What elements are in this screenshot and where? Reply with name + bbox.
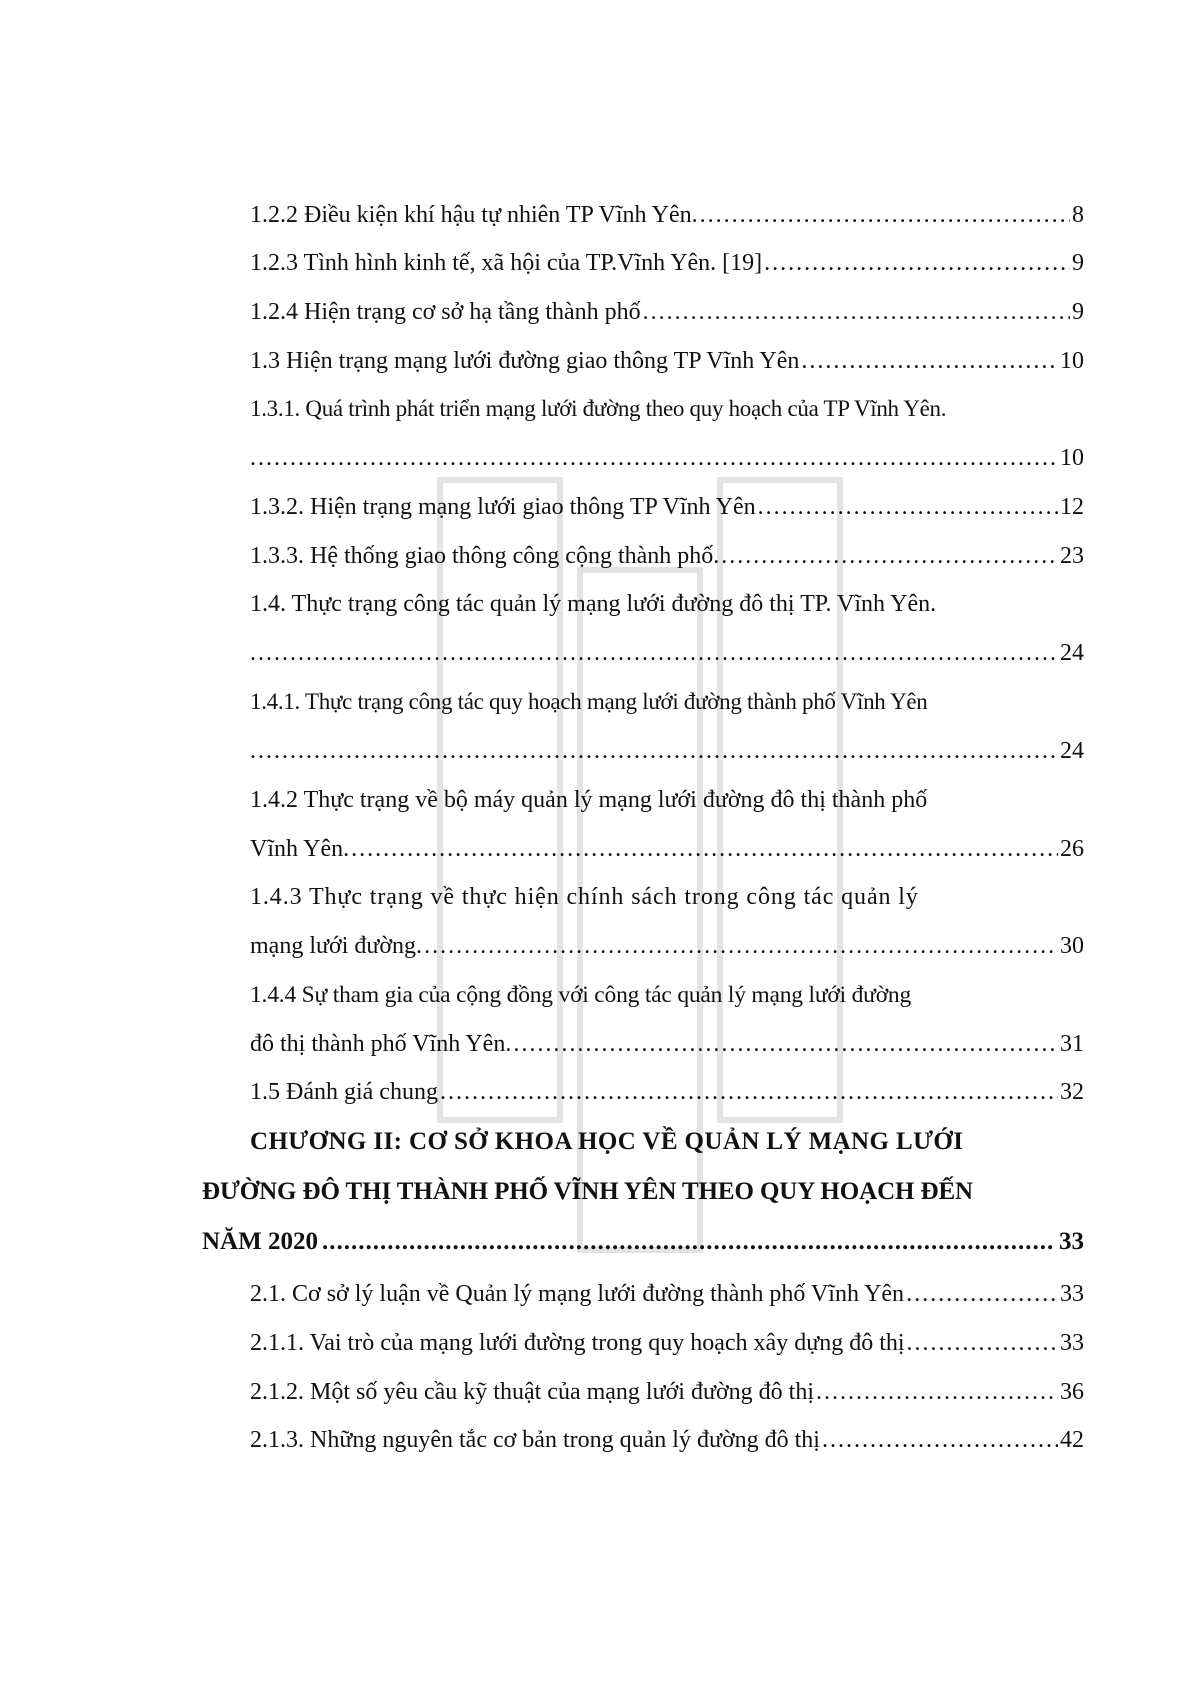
dot-leader xyxy=(721,538,1058,574)
toc-entry-label: 1.3.3. Hệ thống giao thông công cộng thành phố. xyxy=(250,543,720,569)
toc-entry-page: 26 xyxy=(1060,836,1084,862)
toc-entry[interactable] xyxy=(250,197,1084,233)
toc-entry-label: 1.4.2 Thực trạng về bộ máy quản lý mạng lưới đường đô thị thành phố xyxy=(250,787,928,813)
toc-entry[interactable] xyxy=(250,1276,1084,1312)
toc-entry-label: 1.4.1. Thực trạng công tác quy hoạch mạng lưới đường thành phố Vĩnh Yên xyxy=(250,689,928,714)
toc-entry-page: 23 xyxy=(1060,543,1084,569)
toc-entry-page: 36 xyxy=(1060,1379,1084,1405)
dot-leader xyxy=(643,294,1070,330)
toc-entry-page: 30 xyxy=(1060,933,1084,959)
toc-entry-continuation[interactable] xyxy=(250,635,1084,671)
toc-entry-label: 1.3 Hiện trạng mạng lưới đường giao thông TP Vĩnh Yên xyxy=(250,348,800,374)
dot-leader xyxy=(322,1224,1055,1260)
toc-entry-label: Vĩnh Yên. xyxy=(250,836,350,862)
toc-entry-continuation[interactable] xyxy=(250,1026,1084,1062)
toc-entry[interactable] xyxy=(250,245,1084,281)
toc-entry-label: 2.1.2. Một số yêu cầu kỹ thuật của mạng lưới đường đô thị xyxy=(250,1379,814,1405)
toc-entry-page: 31 xyxy=(1060,1031,1084,1057)
dot-leader xyxy=(513,1026,1058,1062)
toc-entry-label: 1.4. Thực trạng công tác quản lý mạng lưới đường đô thị TP. Vĩnh Yên. xyxy=(250,591,937,617)
toc-entry-label: 1.3.1. Quá trình phát triển mạng lưới đường theo quy hoạch của TP Vĩnh Yên. xyxy=(250,396,947,421)
dot-leader xyxy=(822,1422,1058,1458)
toc-entry[interactable] xyxy=(250,586,1084,622)
chapter-heading-line3[interactable] xyxy=(202,1224,1084,1260)
toc-entry[interactable] xyxy=(250,977,1084,1013)
chapter-heading-label: NĂM 2020 xyxy=(202,1228,318,1255)
toc-entry[interactable] xyxy=(250,538,1084,574)
toc-entry-label: 1.4.4 Sự tham gia của cộng đồng với công tác quản lý mạng lưới đường xyxy=(250,982,912,1008)
toc-entry-continuation[interactable] xyxy=(250,440,1084,476)
toc-entry-page: 33 xyxy=(1060,1330,1084,1356)
toc-entry[interactable] xyxy=(250,684,1084,720)
chapter-heading-line2[interactable]: ĐƯỜNG ĐÔ THỊ THÀNH PHỐ VĨNH YÊN THEO QUY HOẠCH ĐẾN xyxy=(202,1178,974,1205)
toc-entry-page: 9 xyxy=(1072,299,1084,325)
dot-leader xyxy=(700,197,1070,233)
toc-entry-page: 42 xyxy=(1060,1427,1084,1453)
toc-entry[interactable] xyxy=(250,879,1084,915)
toc-entry-page: 24 xyxy=(1060,640,1084,666)
toc-entry-continuation[interactable] xyxy=(250,733,1084,769)
toc-entry-page: 32 xyxy=(1060,1079,1084,1105)
toc-entry-page: 9 xyxy=(1072,250,1084,276)
dot-leader xyxy=(907,1325,1058,1361)
toc-entry-label: 1.2.4 Hiện trạng cơ sở hạ tầng thành phố xyxy=(250,299,641,325)
dot-leader xyxy=(250,440,1058,476)
dot-leader xyxy=(764,245,1070,281)
dot-leader xyxy=(758,489,1058,525)
toc-entry-label: 1.2.2 Điều kiện khí hậu tự nhiên TP Vĩnh Yên. xyxy=(250,202,698,228)
toc-entry[interactable] xyxy=(250,1325,1084,1361)
toc-entry-page: 10 xyxy=(1060,348,1084,374)
dot-leader xyxy=(440,1074,1058,1110)
toc-entry-page: 12 xyxy=(1060,494,1084,520)
toc-entry[interactable] xyxy=(250,294,1084,330)
toc-entry-continuation[interactable] xyxy=(250,928,1084,964)
chapter-heading-line1[interactable]: CHƯƠNG II: CƠ SỞ KHOA HỌC VỀ QUẢN LÝ MẠNG LƯỚI xyxy=(250,1128,964,1155)
toc-entry-page: 24 xyxy=(1060,738,1084,764)
dot-leader xyxy=(906,1276,1058,1312)
toc-entry[interactable] xyxy=(250,1074,1084,1110)
dot-leader xyxy=(816,1374,1058,1410)
dot-leader xyxy=(801,343,1058,379)
toc-entry[interactable] xyxy=(250,782,1084,818)
toc-entry[interactable] xyxy=(250,1422,1084,1458)
dot-leader xyxy=(351,831,1058,867)
chapter-heading-page: 33 xyxy=(1059,1228,1084,1255)
toc-entry[interactable] xyxy=(250,1374,1084,1410)
toc-entry-label: 2.1.3. Những nguyên tắc cơ bản trong quản lý đường đô thị xyxy=(250,1427,820,1453)
toc-entry-continuation[interactable] xyxy=(250,831,1084,867)
toc-entry[interactable] xyxy=(250,343,1084,379)
toc-entry-page: 10 xyxy=(1060,445,1084,471)
dot-leader xyxy=(250,733,1058,769)
toc-entry-page: 33 xyxy=(1060,1281,1084,1307)
toc-entry-label: 2.1. Cơ sở lý luận về Quản lý mạng lưới đường thành phố Vĩnh Yên xyxy=(250,1281,905,1307)
toc-entry-label: mạng lưới đường. xyxy=(250,933,423,959)
toc-entry-label: 1.5 Đánh giá chung xyxy=(250,1079,438,1105)
toc-entry[interactable] xyxy=(250,391,1084,427)
toc-entry-label: đô thị thành phố Vĩnh Yên. xyxy=(250,1031,512,1057)
dot-leader xyxy=(250,635,1058,671)
toc-entry-label: 2.1.1. Vai trò của mạng lưới đường trong quy hoạch xây dựng đô thị xyxy=(250,1330,905,1356)
toc-entry-page: 8 xyxy=(1072,202,1084,228)
toc-entry-label: 1.3.2. Hiện trạng mạng lưới giao thông TP Vĩnh Yên xyxy=(250,494,756,520)
dot-leader xyxy=(424,928,1058,964)
toc-entry-label: 1.2.3 Tình hình kinh tế, xã hội của TP.Vĩnh Yên. [19] xyxy=(250,250,763,276)
toc-entry-label: 1.4.3 Thực trạng về thực hiện chính sách trong công tác quản lý xyxy=(250,884,919,910)
toc-entry[interactable] xyxy=(250,489,1084,525)
